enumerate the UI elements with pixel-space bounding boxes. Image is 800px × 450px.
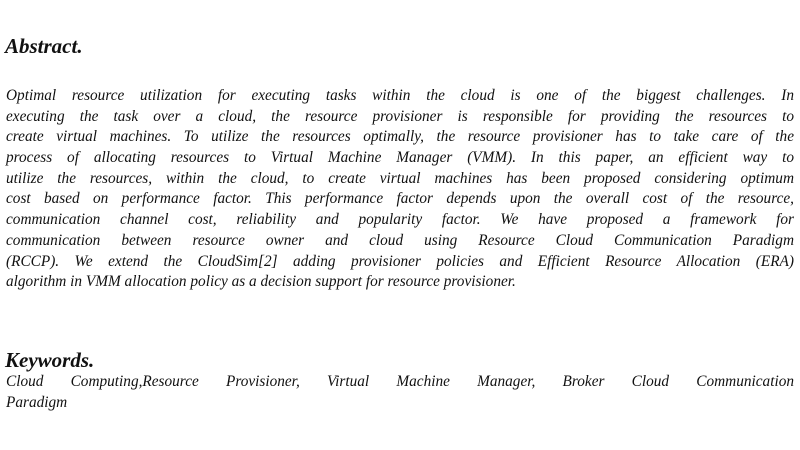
abstract-line: algorithm in VMM allocation policy as a decision support for resource provisioner. <box>6 273 516 291</box>
abstract-line: utilize the resources, within the cloud, to create virtual machines has been proposed considering optimum <box>6 169 794 187</box>
keywords-heading: Keywords. <box>5 348 95 372</box>
abstract-line: Optimal resource utilization for executing tasks within the cloud is one of the biggest challenges. In <box>6 87 794 104</box>
abstract-line: (RCCP). We extend the CloudSim[2] adding provisioner policies and Efficient Resource Allocation (ERA) <box>6 252 794 270</box>
abstract-line: cost based on performance factor. This performance factor depends upon the overall cost of the resource, <box>6 190 794 208</box>
abstract-line: executing the task over a cloud, the resource provisioner is responsible for providing the resources to <box>6 107 794 125</box>
keywords-body <box>6 372 794 413</box>
abstract-line: communication between resource owner and cloud using Resource Cloud Communication Paradigm <box>6 231 794 249</box>
abstract-line: create virtual machines. To utilize the resources optimally, the resource provisioner has to take care of the <box>6 128 794 146</box>
abstract-line: process of allocating resources to Virtual Machine Manager (VMM). In this paper, an efficient way to <box>6 149 794 167</box>
keywords-line: Cloud Computing,Resource Provisioner, Virtual Machine Manager, Broker Cloud Communication <box>6 373 794 390</box>
abstract-body <box>6 86 794 293</box>
abstract-heading: Abstract. <box>5 34 83 58</box>
abstract-line: communication channel cost, reliability and popularity factor. We have proposed a framework for <box>6 211 794 229</box>
keywords-line: Paradigm <box>6 393 68 411</box>
